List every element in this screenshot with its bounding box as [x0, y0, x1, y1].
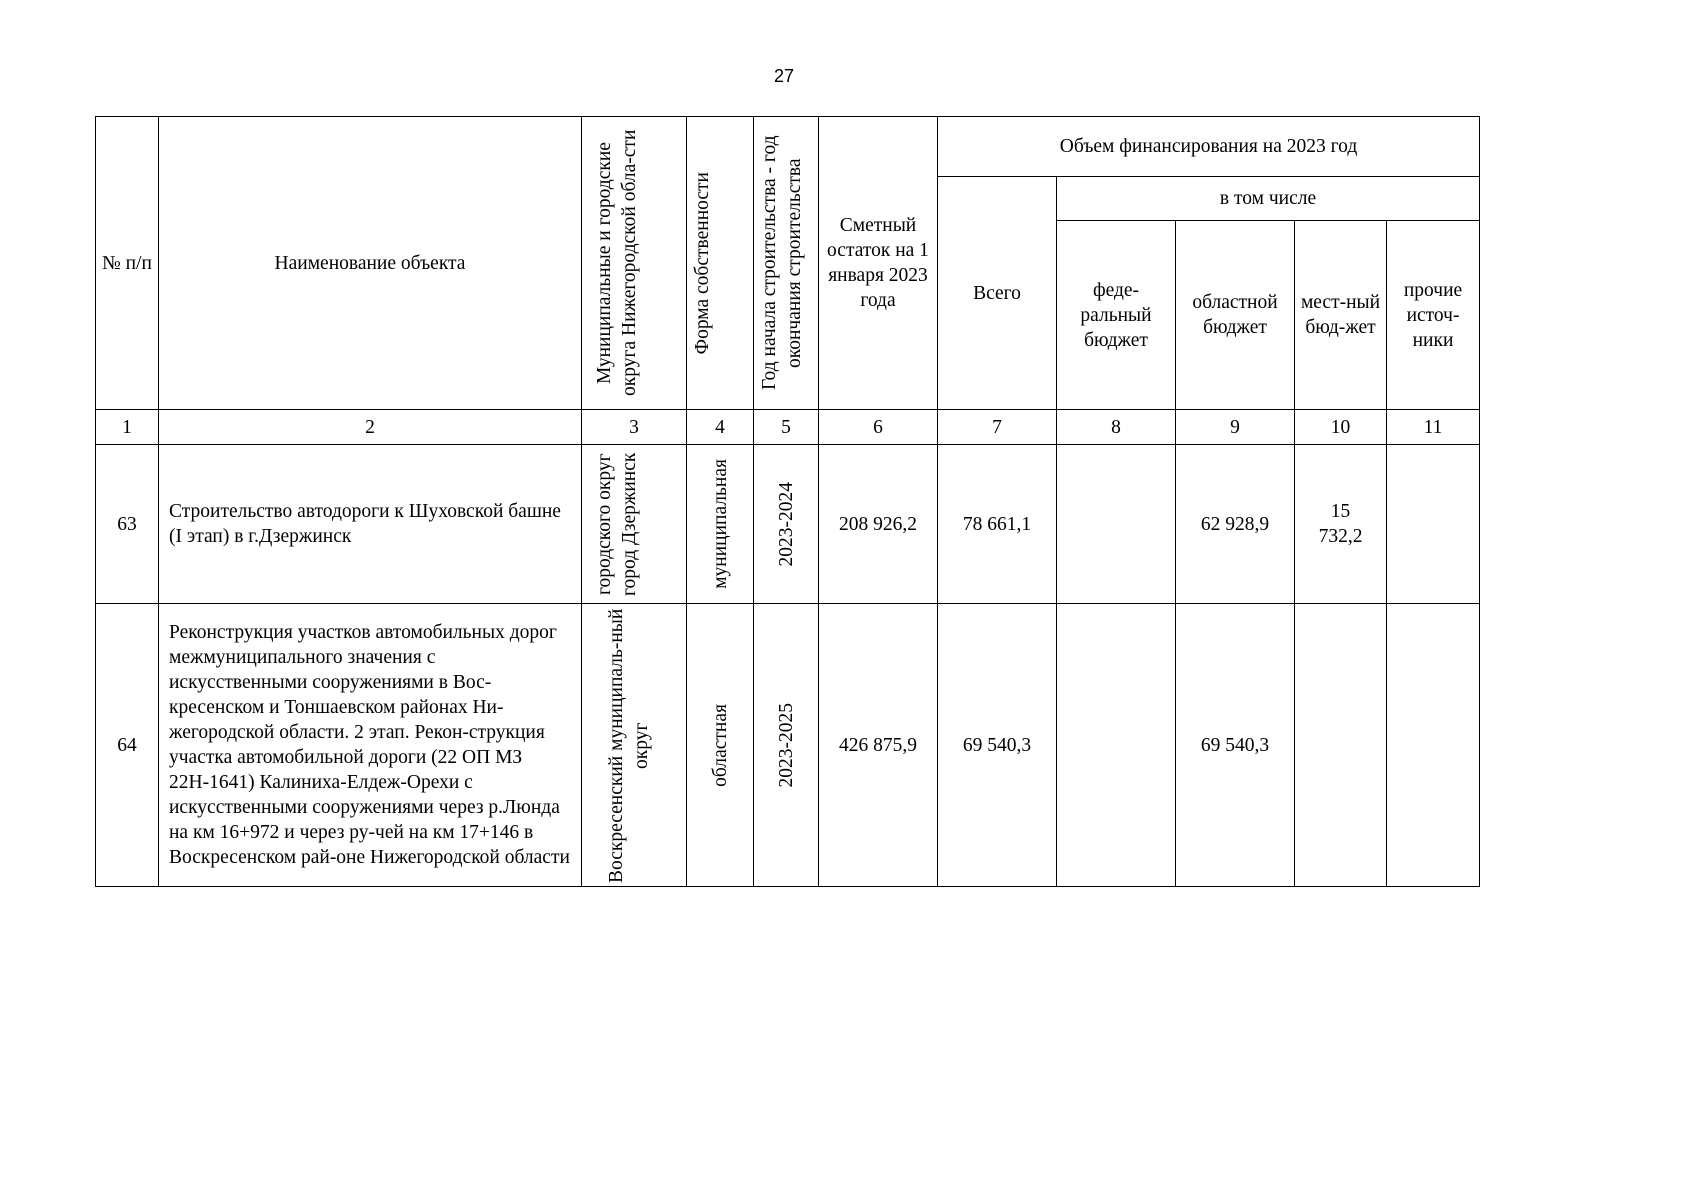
header-years — [754, 117, 819, 410]
row-ownership — [687, 445, 754, 604]
row-estimate: 208 926,2 — [819, 445, 938, 604]
row-name: Строительство автодороги к Шуховской башне (I этап) в г.Дзержинск — [159, 445, 582, 604]
column-numbers-row — [96, 410, 1480, 445]
row-estimate: 426 875,9 — [819, 604, 938, 887]
row-total: 69 540,3 — [938, 604, 1057, 887]
header-ownership-text: Форма собственности — [692, 171, 713, 355]
row-regional: 69 540,3 — [1176, 604, 1295, 887]
header-local: мест-ный бюд-жет — [1295, 221, 1387, 410]
col-number: 10 — [1295, 410, 1387, 445]
col-number: 4 — [687, 410, 754, 445]
header-row-1 — [96, 117, 1480, 177]
row-num: 64 — [96, 604, 159, 887]
col-number: 7 — [938, 410, 1057, 445]
header-municipality-text: Муниципальные и городские округа Нижегородской обла-сти — [594, 129, 640, 397]
col-number: 1 — [96, 410, 159, 445]
row-ownership-text: областная — [709, 703, 731, 787]
row-other — [1387, 604, 1480, 887]
row-local: 15 732,2 — [1295, 445, 1387, 604]
header-ownership — [687, 117, 754, 410]
row-ownership-text: муниципальная — [709, 459, 731, 589]
header-years-text: Год начала строительства - год окончания строительства — [759, 135, 805, 391]
col-number: 9 — [1176, 410, 1295, 445]
header-num: № п/п — [96, 117, 159, 410]
financing-table — [95, 116, 1480, 887]
col-number: 8 — [1057, 410, 1176, 445]
table-row — [96, 604, 1480, 887]
row-municipality — [582, 604, 687, 887]
row-federal — [1057, 604, 1176, 887]
page-number: 27 — [773, 66, 795, 86]
header-including: в том числе — [1057, 177, 1480, 221]
row-years — [754, 604, 819, 887]
header-federal: феде-ральный бюджет — [1057, 221, 1176, 410]
col-number: 5 — [754, 410, 819, 445]
header-municipality — [582, 117, 687, 410]
row-name: Реконструкция участков автомобильных дорог межмуниципального значения с искусственными сооружениями в Вос-кресенском и Тоншаевском районах Ни-жегородской области. 2 этап. Рекон-струкция участка автомобильной дороги (22 ОП МЗ 22Н-1641) Калиниха-Елдеж-Орехи с искусственными сооружениями через р.Люнда на км 16+972 и через ру-чей на км 17+146 в Воскресенском рай-оне Нижегородской области — [159, 604, 582, 887]
header-total: Всего — [938, 177, 1057, 410]
row-municipality-text: Воскресенский муниципаль-ный округ — [606, 607, 652, 883]
header-name: Наименование объекта — [159, 117, 582, 410]
col-number: 2 — [159, 410, 582, 445]
row-ownership — [687, 604, 754, 887]
header-estimate: Сметный остаток на 1 января 2023 года — [819, 117, 938, 410]
row-years-text: 2023-2025 — [775, 702, 797, 788]
header-other: прочие источ-ники — [1387, 221, 1480, 410]
row-municipality — [582, 445, 687, 604]
row-years-text: 2023-2024 — [775, 481, 797, 567]
row-total: 78 661,1 — [938, 445, 1057, 604]
col-number: 3 — [582, 410, 687, 445]
row-regional: 62 928,9 — [1176, 445, 1295, 604]
table-row — [96, 445, 1480, 604]
col-number: 11 — [1387, 410, 1480, 445]
header-regional: областной бюджет — [1176, 221, 1295, 410]
row-federal — [1057, 445, 1176, 604]
header-funding-title: Объем финансирования на 2023 год — [938, 117, 1480, 177]
row-municipality-text: городского округ город Дзержинск — [594, 452, 640, 596]
row-other — [1387, 445, 1480, 604]
row-num: 63 — [96, 445, 159, 604]
row-years — [754, 445, 819, 604]
row-local — [1295, 604, 1387, 887]
col-number: 6 — [819, 410, 938, 445]
